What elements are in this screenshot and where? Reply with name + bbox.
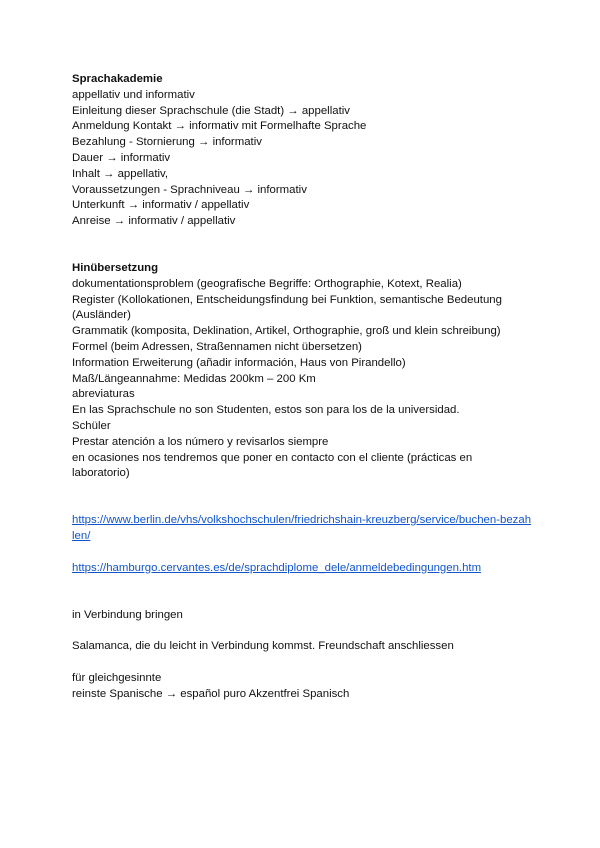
document-body [72,72,532,703]
text-line: Dauer → informativ [72,151,171,164]
text-line: Anreise → informativ / appellativ [72,215,236,228]
text-line: Register (Kollokationen, Entscheidungsfindung bei Funktion, semantische Bedeutung (Ausländer) [72,293,502,322]
paragraph-spacer [72,230,532,261]
section-heading-hinuebersetzung: Hinübersetzung [72,261,159,274]
text-line: Anmeldung Kontakt → informativ mit Formelhafte Sprache [72,120,367,133]
text-line: Formel (beim Adressen, Straßennamen nicht übersetzen) [72,340,362,353]
text-line: Maß/Längeannahme: Medidas 200km – 200 Km [72,372,316,385]
text-line: Prestar atención a los número y revisarlos siempre [72,435,329,448]
paragraph-spacer [72,482,532,513]
text-line: Einleitung dieser Sprachschule (die Stadt) → appellativ [72,104,350,117]
text-line: Salamanca, die du leicht in Verbindung kommst. Freundschaft anschliessen [72,640,454,653]
text-line: reinste Spanische → español puro Akzentfrei Spanisch [72,687,350,700]
text-line: abreviaturas [72,388,135,401]
section-heading-sprachakademie: Sprachakademie [72,73,163,85]
link-berlin-vhs[interactable]: https://www.berlin.de/vhs/volkshochschulen/friedrichshain-kreuzberg/service/buchen-bezahlen/ [72,514,532,542]
text-line: für gleichgesinnte [72,672,162,685]
text-line: Voraussetzungen - Sprachniveau → informativ [72,183,307,196]
paragraph-spacer [72,545,532,561]
text-line: Unterkunft → informativ / appellativ [72,199,250,212]
text-line: Schüler [72,419,111,432]
text-line: en ocasiones nos tendremos que poner en contacto con el cliente (prácticas en laboratorio) [72,451,473,480]
text-line: Bezahlung - Stornierung → informativ [72,136,262,149]
text-line: Information Erweiterung (añadir información, Haus von Pirandello) [72,356,406,369]
text-line: En las Sprachschule no son Studenten, estos son para los de la universidad. [72,404,460,417]
text-line: appellativ und informativ [72,88,195,101]
text-line: Grammatik (komposita, Deklination, Artikel, Orthographie, groß und klein schreibung) [72,325,501,338]
paragraph-spacer [72,623,532,639]
link-hamburgo-cervantes[interactable]: https://hamburgo.cervantes.es/de/sprachdiplome_dele/anmeldebedingungen.htm [72,561,482,574]
text-line: in Verbindung bringen [72,608,183,621]
text-line: dokumentationsproblem (geografische Begriffe: Orthographie, Kotext, Realia) [72,277,462,290]
paragraph-spacer [72,655,532,671]
text-line: Inhalt → appellativ, [72,167,169,180]
paragraph-spacer [72,577,532,608]
